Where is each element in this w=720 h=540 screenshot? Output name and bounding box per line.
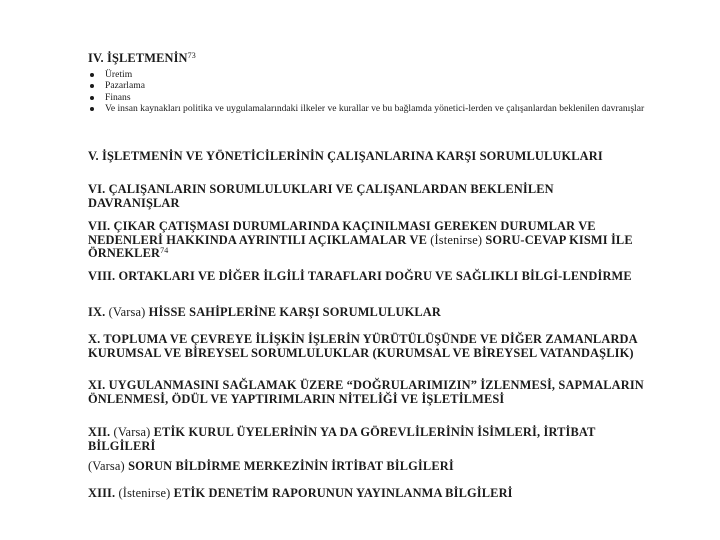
optional-note: (Varsa) — [113, 425, 151, 439]
heading-text: VIII. ORTAKLARI VE DİĞER İLGİLİ TARAFLARI DOĞRU VE SAĞLIKLI BİLGİ-LENDİRME — [88, 269, 632, 283]
list-item-text: Üretim — [105, 69, 133, 80]
heading-text: XI. UYGULANMASINI SAĞLAMAK ÜZERE “DOĞRULARIMIZIN” İZLENMESİ, SAPMALARIN ÖNLENMESİ, ÖDÜL VE YAPTIRIMLARIN NİTELİĞİ VE İŞLETİLMESİ — [88, 378, 644, 406]
heading-text-rest: SORU-CEVAP KISMI İLE ÖRNEKLER — [88, 232, 633, 260]
heading-section-vi — [88, 183, 648, 210]
heading-reporting-center — [88, 460, 648, 474]
heading-section-vii — [88, 220, 648, 261]
bullet-icon — [90, 73, 94, 77]
heading-section-v — [88, 150, 648, 164]
heading-text: VI. ÇALIŞANLARIN SORUMLULUKLARI VE ÇALIŞANLARDAN BEKLENİLEN DAVRANIŞLAR — [88, 182, 554, 210]
heading-section-x — [88, 333, 648, 360]
heading-section-xiii — [88, 487, 648, 501]
optional-note: (Varsa) — [88, 459, 125, 473]
heading-section-xi — [88, 379, 648, 406]
footnote-ref: 73 — [187, 51, 196, 60]
list-item — [88, 80, 650, 91]
footnote-ref: 74 — [160, 246, 169, 255]
optional-note: (Varsa) — [108, 305, 146, 319]
heading-text: X. TOPLUMA VE ÇEVREYE İLİŞKİN İŞLERİN YÜRÜTÜLÜŞÜNDE VE DİĞER ZAMANLARDA KURUMSAL VE BİREYSEL SORUMLULUKLAR (KURUMSAL VE BİREYSEL VATANDAŞLIK) — [88, 332, 638, 360]
heading-text: VII. ÇIKAR ÇATIŞMASI DURUMLARINDA KAÇINILMASI GEREKEN DURUMLAR VE NEDENLERİ HAKKINDA AYRINTILI AÇIKLAMALAR VE — [88, 219, 596, 247]
heading-text: SORUN BİLDİRME MERKEZİNİN İRTİBAT BİLGİLERİ — [128, 459, 454, 473]
optional-note: (İstenirse) — [118, 486, 171, 500]
heading-text: ETİK KURUL ÜYELERİNİN YA DA GÖREVLİLERİNİN İSİMLERİ, İRTİBAT BİLGİLERİ — [88, 425, 596, 453]
heading-text: ETİK DENETİM RAPORUNUN YAYINLANMA BİLGİLERİ — [173, 486, 513, 500]
heading-text: HİSSE SAHİPLERİNE KARŞI SORUMLULUKLAR — [148, 305, 441, 319]
list-item — [88, 92, 650, 103]
bullet-icon — [90, 96, 94, 100]
bullet-list — [88, 69, 650, 115]
list-item-text: Ve insan kaynakları politika ve uygulamalarındaki ilkeler ve kurallar ve bu bağlamda yönetici-lerden ve çalışanlardan beklenilen davranışlar — [105, 103, 645, 115]
heading-text: IV. İŞLETMENİN — [88, 51, 188, 65]
heading-section-ix — [88, 306, 648, 320]
list-item-text: Pazarlama — [105, 80, 145, 92]
heading-section-iv — [88, 52, 648, 66]
list-item — [88, 69, 650, 80]
heading-section-viii — [88, 270, 648, 284]
list-item — [88, 103, 650, 114]
list-item-text: Finans — [105, 91, 131, 103]
bullet-icon — [90, 107, 94, 111]
heading-section-xii — [88, 426, 648, 453]
heading-text: V. İŞLETMENİN VE YÖNETİCİLERİNİN ÇALIŞANLARINA KARŞI SORUMLULUKLARI — [88, 149, 603, 163]
heading-number: IX. — [88, 305, 106, 319]
bullet-icon — [90, 84, 94, 88]
heading-number: XII. — [88, 425, 111, 439]
heading-number: XIII. — [88, 486, 116, 500]
optional-note: (İstenirse) — [430, 232, 483, 247]
